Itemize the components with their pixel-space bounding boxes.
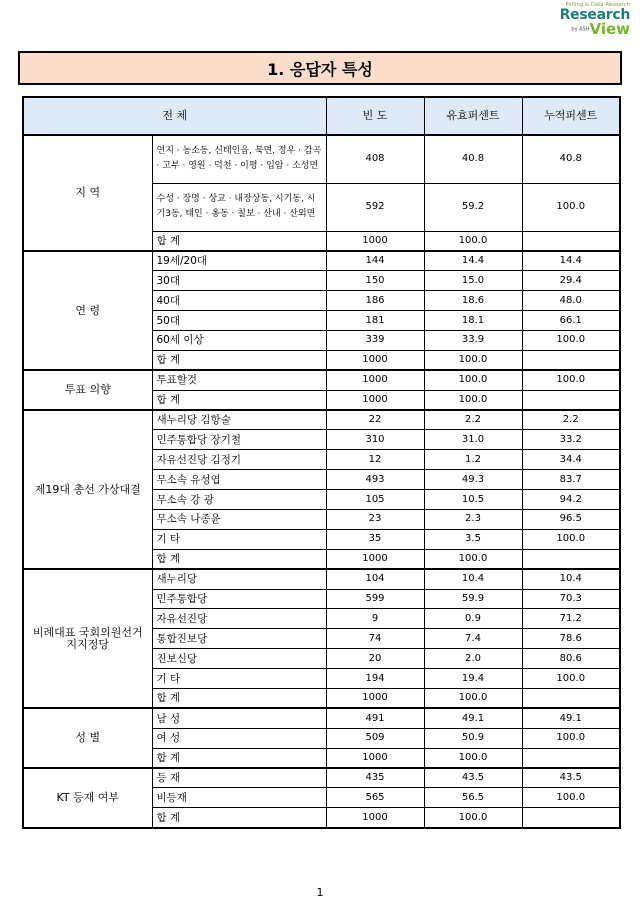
row-label: 비등재 — [152, 788, 326, 808]
freq-cell: 491 — [326, 708, 424, 728]
valid-cell: 10.5 — [424, 490, 522, 510]
valid-cell: 14.4 — [424, 251, 522, 271]
freq-cell: 1000 — [326, 350, 424, 370]
table-row — [23, 251, 620, 271]
cumul-cell: 100.0 — [522, 529, 620, 549]
valid-cell: 100.0 — [424, 549, 522, 569]
valid-cell: 2.3 — [424, 509, 522, 529]
valid-cell: 40.8 — [424, 135, 522, 183]
row-label: 진보신당 — [152, 649, 326, 669]
row-label: 합 계 — [152, 748, 326, 768]
cumul-cell: 94.2 — [522, 490, 620, 510]
row-label: 새누리당 — [152, 569, 326, 589]
valid-cell: 100.0 — [424, 748, 522, 768]
table-row — [23, 768, 620, 788]
cumul-cell — [522, 688, 620, 708]
row-label: 기 타 — [152, 669, 326, 689]
cumul-cell: 2.2 — [522, 410, 620, 430]
table-row — [23, 135, 620, 183]
valid-cell: 100.0 — [424, 231, 522, 251]
valid-cell: 56.5 — [424, 788, 522, 808]
cumul-cell: 29.4 — [522, 271, 620, 291]
freq-cell: 1000 — [326, 748, 424, 768]
group-label: 비례대표 국회의원선거 지지정당 — [23, 569, 152, 708]
valid-cell: 2.2 — [424, 410, 522, 430]
cumul-cell: 96.5 — [522, 509, 620, 529]
row-label: 투표할것 — [152, 370, 326, 390]
freq-cell: 194 — [326, 669, 424, 689]
valid-cell: 0.9 — [424, 609, 522, 629]
row-label: 자유선진당 김정기 — [152, 450, 326, 470]
logo-word-view: View — [589, 20, 630, 38]
cumul-cell: 78.6 — [522, 629, 620, 649]
freq-cell: 104 — [326, 569, 424, 589]
row-label: 무소속 나종윤 — [152, 509, 326, 529]
cumul-cell: 70.3 — [522, 589, 620, 609]
freq-cell: 105 — [326, 490, 424, 510]
header-freq: 빈 도 — [326, 97, 424, 135]
cumul-cell — [522, 808, 620, 828]
row-label: 수성 · 장명 · 상교 · 내장상동, 시기동, 시기3동, 태인 · 옹동 · 칠보 · 산내 · 산외면 — [152, 183, 326, 231]
row-label: 30대 — [152, 271, 326, 291]
row-label: 합 계 — [152, 549, 326, 569]
page-number: 1 — [316, 886, 324, 899]
cumul-cell — [522, 350, 620, 370]
freq-cell: 493 — [326, 470, 424, 490]
valid-cell: 3.5 — [424, 529, 522, 549]
row-label: 50대 — [152, 311, 326, 331]
cumul-cell: 34.4 — [522, 450, 620, 470]
valid-cell: 100.0 — [424, 350, 522, 370]
valid-cell: 19.4 — [424, 669, 522, 689]
logo-tagline: Polling & Data Research — [565, 2, 630, 8]
row-label: 자유선진당 — [152, 609, 326, 629]
logo-small: by ASH — [571, 26, 590, 33]
respondent-table — [22, 96, 621, 829]
freq-cell: 20 — [326, 649, 424, 669]
freq-cell: 1000 — [326, 808, 424, 828]
row-label: 60세 이상 — [152, 330, 326, 350]
cumul-cell: 10.4 — [522, 569, 620, 589]
row-label: 민주통합당 — [152, 589, 326, 609]
row-label: 여 성 — [152, 728, 326, 748]
header-total: 전 체 — [23, 97, 326, 135]
cumul-cell: 100.0 — [522, 669, 620, 689]
cumul-cell: 48.0 — [522, 291, 620, 311]
freq-cell: 310 — [326, 430, 424, 450]
row-label: 등 재 — [152, 768, 326, 788]
valid-cell: 31.0 — [424, 430, 522, 450]
table-row — [23, 370, 620, 390]
row-label: 민주통합당 장기철 — [152, 430, 326, 450]
cumul-cell — [522, 231, 620, 251]
freq-cell: 339 — [326, 330, 424, 350]
row-label: 무소속 강 광 — [152, 490, 326, 510]
row-label: 연지 · 농소동, 신태인읍, 북면, 정우 · 감곡 · 고부 · 영원 · 덕천 · 이평 · 입암 · 소성면 — [152, 135, 326, 183]
freq-cell: 1000 — [326, 370, 424, 390]
valid-cell: 2.0 — [424, 649, 522, 669]
cumul-cell — [522, 390, 620, 410]
row-label: 합 계 — [152, 808, 326, 828]
valid-cell: 59.9 — [424, 589, 522, 609]
valid-cell: 15.0 — [424, 271, 522, 291]
freq-cell: 592 — [326, 183, 424, 231]
logo-row2 — [540, 22, 630, 37]
cumul-cell: 100.0 — [522, 330, 620, 350]
freq-cell: 35 — [326, 529, 424, 549]
group-label: 성 별 — [23, 708, 152, 768]
valid-cell: 100.0 — [424, 370, 522, 390]
group-label: 제19대 총선 가상대결 — [23, 410, 152, 569]
row-label: 합 계 — [152, 390, 326, 410]
logo-word-research: Research — [559, 7, 630, 23]
page-title: 1. 응답자 특성 — [18, 51, 622, 85]
row-label: 합 계 — [152, 231, 326, 251]
row-label: 새누리당 김항술 — [152, 410, 326, 430]
freq-cell: 22 — [326, 410, 424, 430]
freq-cell: 1000 — [326, 549, 424, 569]
freq-cell: 599 — [326, 589, 424, 609]
freq-cell: 186 — [326, 291, 424, 311]
valid-cell: 18.6 — [424, 291, 522, 311]
valid-cell: 50.9 — [424, 728, 522, 748]
freq-cell: 74 — [326, 629, 424, 649]
freq-cell: 9 — [326, 609, 424, 629]
group-label: 지 역 — [23, 135, 152, 251]
freq-cell: 1000 — [326, 231, 424, 251]
group-label: KT 등재 여부 — [23, 768, 152, 828]
valid-cell: 7.4 — [424, 629, 522, 649]
freq-cell: 435 — [326, 768, 424, 788]
header-valid: 유효퍼센트 — [424, 97, 522, 135]
cumul-cell — [522, 748, 620, 768]
freq-cell: 150 — [326, 271, 424, 291]
freq-cell: 144 — [326, 251, 424, 271]
cumul-cell: 49.1 — [522, 708, 620, 728]
row-label: 합 계 — [152, 688, 326, 708]
cumul-cell: 83.7 — [522, 470, 620, 490]
valid-cell: 18.1 — [424, 311, 522, 331]
freq-cell: 509 — [326, 728, 424, 748]
header-cumul: 누적퍼센트 — [522, 97, 620, 135]
table-row — [23, 410, 620, 430]
row-label: 통합진보당 — [152, 629, 326, 649]
table-row — [23, 569, 620, 589]
freq-cell: 1000 — [326, 688, 424, 708]
freq-cell: 12 — [326, 450, 424, 470]
research-view-logo — [540, 2, 630, 38]
valid-cell: 100.0 — [424, 808, 522, 828]
cumul-cell — [522, 549, 620, 569]
valid-cell: 1.2 — [424, 450, 522, 470]
cumul-cell: 100.0 — [522, 788, 620, 808]
valid-cell: 49.3 — [424, 470, 522, 490]
table-header-row — [23, 97, 620, 135]
freq-cell: 408 — [326, 135, 424, 183]
row-label: 40대 — [152, 291, 326, 311]
cumul-cell: 40.8 — [522, 135, 620, 183]
cumul-cell: 100.0 — [522, 183, 620, 231]
table-body — [23, 135, 620, 828]
cumul-cell: 80.6 — [522, 649, 620, 669]
valid-cell: 33.9 — [424, 330, 522, 350]
cumul-cell: 43.5 — [522, 768, 620, 788]
freq-cell: 23 — [326, 509, 424, 529]
valid-cell: 100.0 — [424, 390, 522, 410]
table-row — [23, 708, 620, 728]
row-label: 남 성 — [152, 708, 326, 728]
cumul-cell: 100.0 — [522, 370, 620, 390]
cumul-cell: 66.1 — [522, 311, 620, 331]
valid-cell: 10.4 — [424, 569, 522, 589]
cumul-cell: 14.4 — [522, 251, 620, 271]
cumul-cell: 71.2 — [522, 609, 620, 629]
freq-cell: 565 — [326, 788, 424, 808]
row-label: 19세/20대 — [152, 251, 326, 271]
valid-cell: 59.2 — [424, 183, 522, 231]
valid-cell: 49.1 — [424, 708, 522, 728]
cumul-cell: 100.0 — [522, 728, 620, 748]
valid-cell: 43.5 — [424, 768, 522, 788]
cumul-cell: 33.2 — [522, 430, 620, 450]
valid-cell: 100.0 — [424, 688, 522, 708]
freq-cell: 1000 — [326, 390, 424, 410]
row-label: 기 타 — [152, 529, 326, 549]
freq-cell: 181 — [326, 311, 424, 331]
group-label: 투표 의향 — [23, 370, 152, 410]
row-label: 합 계 — [152, 350, 326, 370]
group-label: 연 령 — [23, 251, 152, 370]
row-label: 무소속 유성엽 — [152, 470, 326, 490]
